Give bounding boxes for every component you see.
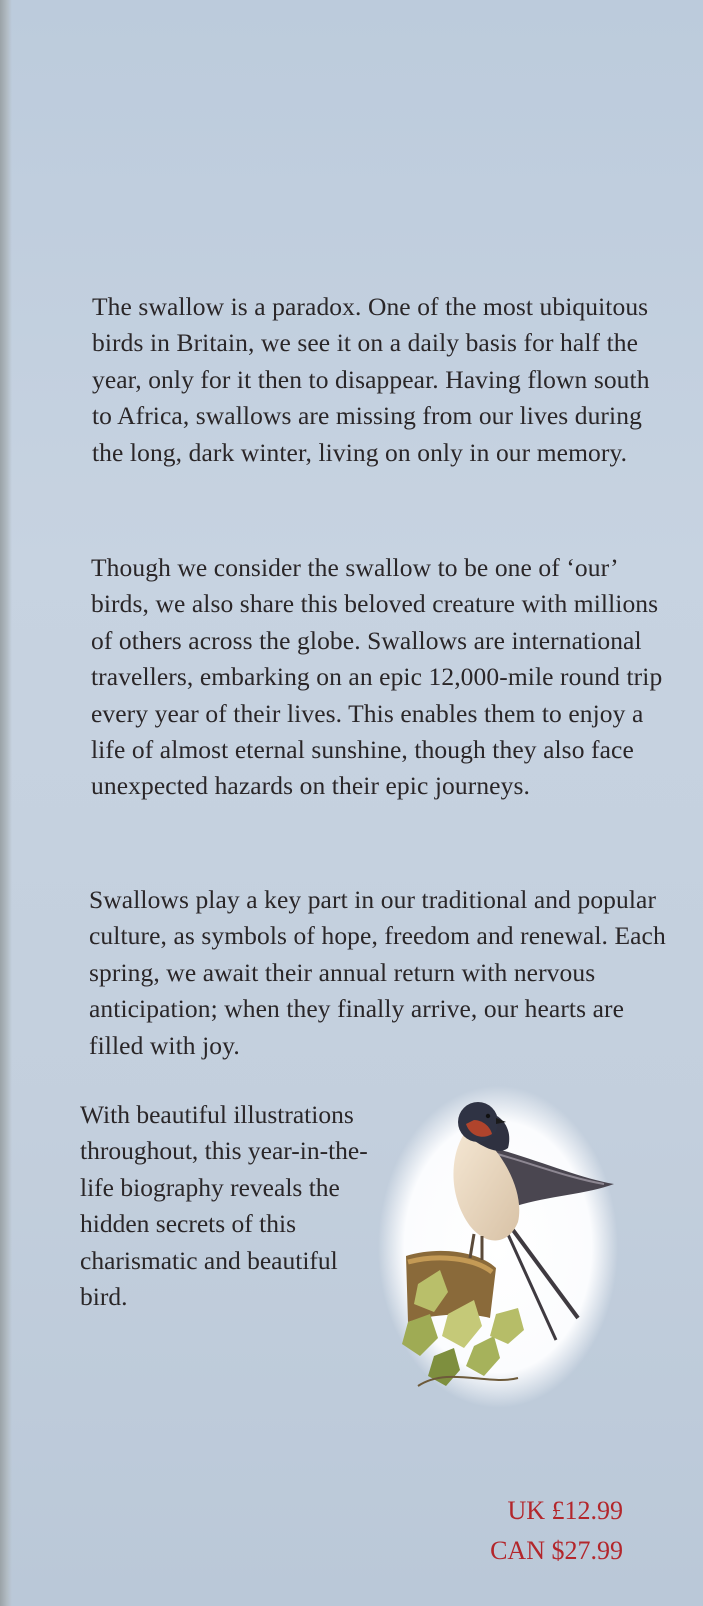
blurb-text-2: Though we consider the swallow to be one of ‘our’ birds, we also share this beloved creature with millions of others across the globe. Swallows are international travellers, embarking on an epic 12,000-mile round trip every year of their lives. This enables them to enjoy a life of almost eternal sunshine, though they also face unexpected hazards on their epic journeys. (91, 553, 663, 801)
price-uk: UK £12.99 (507, 1496, 623, 1525)
book-spine-edge (0, 0, 12, 1606)
blurb-paragraph-4: With beautiful illustrations throughout, this year-in-the-life biography reveals the hidden secrets of this charismatic and beautiful bird. (80, 1100, 368, 1312)
price-can: CAN $27.99 (490, 1536, 623, 1565)
blurb-paragraph-1 (92, 289, 672, 471)
blurb-text-1: The swallow is a paradox. One of the most ubiquitous birds in Britain, we see it on a daily basis for half the year, only for it then to disappear. Having flown south to Africa, swallows are missing from our lives during the long, dark winter, living on only in our memory. (92, 292, 650, 467)
blurb-paragraph-3 (89, 882, 669, 1064)
blurb-text-3: Swallows play a key part in our traditional and popular culture, as symbols of hope, freedom and renewal. Each spring, we await their annual return with nervous anticipation; when they finally arrive, our hearts are filled with joy. (89, 885, 666, 1060)
blurb-paragraph-2 (91, 550, 671, 805)
swallow-illustration (378, 1086, 618, 1408)
